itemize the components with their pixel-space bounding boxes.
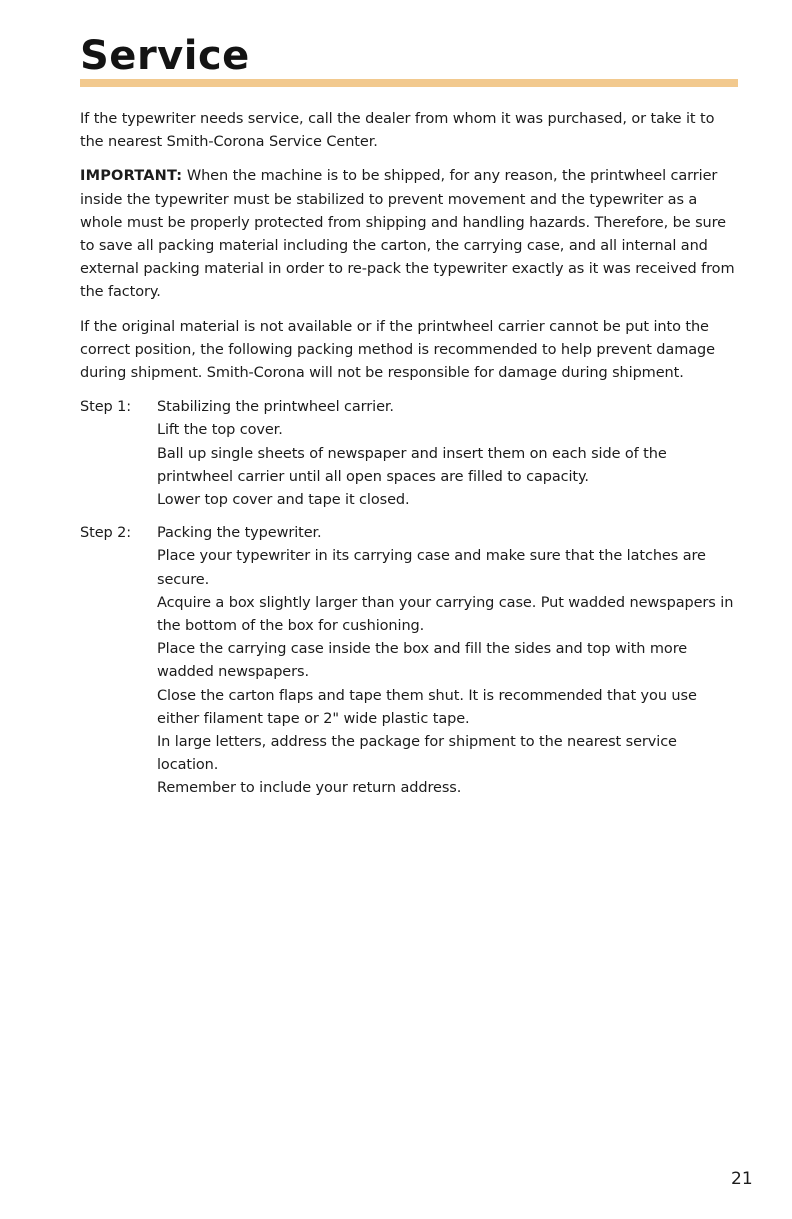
step-1-line: Ball up single sheets of newspaper and insert them on each side of the printwheel carrier until all open spaces are filled to capacity. xyxy=(157,445,667,485)
step-2-line: Acquire a box slightly larger than your carrying case. Put wadded newspapers in the bottom of the box for cushioning. xyxy=(157,594,734,635)
step-1-line: Lower top cover and tape it closed. xyxy=(157,492,410,509)
step-2-line: Place the carrying case inside the box and fill the sides and top with more wadded newspapers. xyxy=(157,641,688,681)
important-label: IMPORTANT: xyxy=(80,168,183,185)
step-2-line: Packing the typewriter. xyxy=(157,525,322,542)
step-1 xyxy=(80,396,740,512)
step-2-line: Remember to include your return address. xyxy=(157,780,462,797)
intro-paragraph: If the typewriter needs service, call the dealer from whom it was purchased, or take it to the nearest Smith-Corona Service Center. xyxy=(80,111,715,151)
page-number: 21 xyxy=(731,1169,753,1189)
step-2-line: Place your typewriter in its carrying case and make sure that the latches are secure. xyxy=(157,548,706,588)
important-paragraph xyxy=(80,165,740,304)
step-2-label: Step 2: xyxy=(80,525,132,542)
title-underline-rule xyxy=(80,79,738,87)
step-1-body xyxy=(157,396,740,512)
step-2 xyxy=(80,522,740,800)
important-text: When the machine is to be shipped, for any reason, the printwheel carrier inside the typewriter must be stabilized to prevent movement and the typewriter as a whole must be properly protected from shipping and handling hazards. Therefore, be sure to save all packing material including the carton, the carrying case, and all internal and external packing material in order to re-pack the typewriter exactly as it was received from the factory. xyxy=(80,168,735,301)
step-2-line: In large letters, address the package for shipment to the nearest service location. xyxy=(157,734,677,774)
service-content xyxy=(80,108,740,811)
step-2-body xyxy=(157,522,740,800)
original-material-paragraph: If the original material is not available or if the printwheel carrier cannot be put into the correct position, the following packing method is recommended to help prevent damage during shipment. Smith-Corona will not be responsible for damage during shipment. xyxy=(80,318,715,382)
page-title: Service xyxy=(80,33,250,79)
step-1-label: Step 1: xyxy=(80,399,132,416)
step-2-line: Close the carton flaps and tape them shut. It is recommended that you use either filament tape or 2" wide plastic tape. xyxy=(157,687,697,727)
step-1-line: Stabilizing the printwheel carrier. xyxy=(157,399,394,416)
step-1-line: Lift the top cover. xyxy=(157,422,283,439)
